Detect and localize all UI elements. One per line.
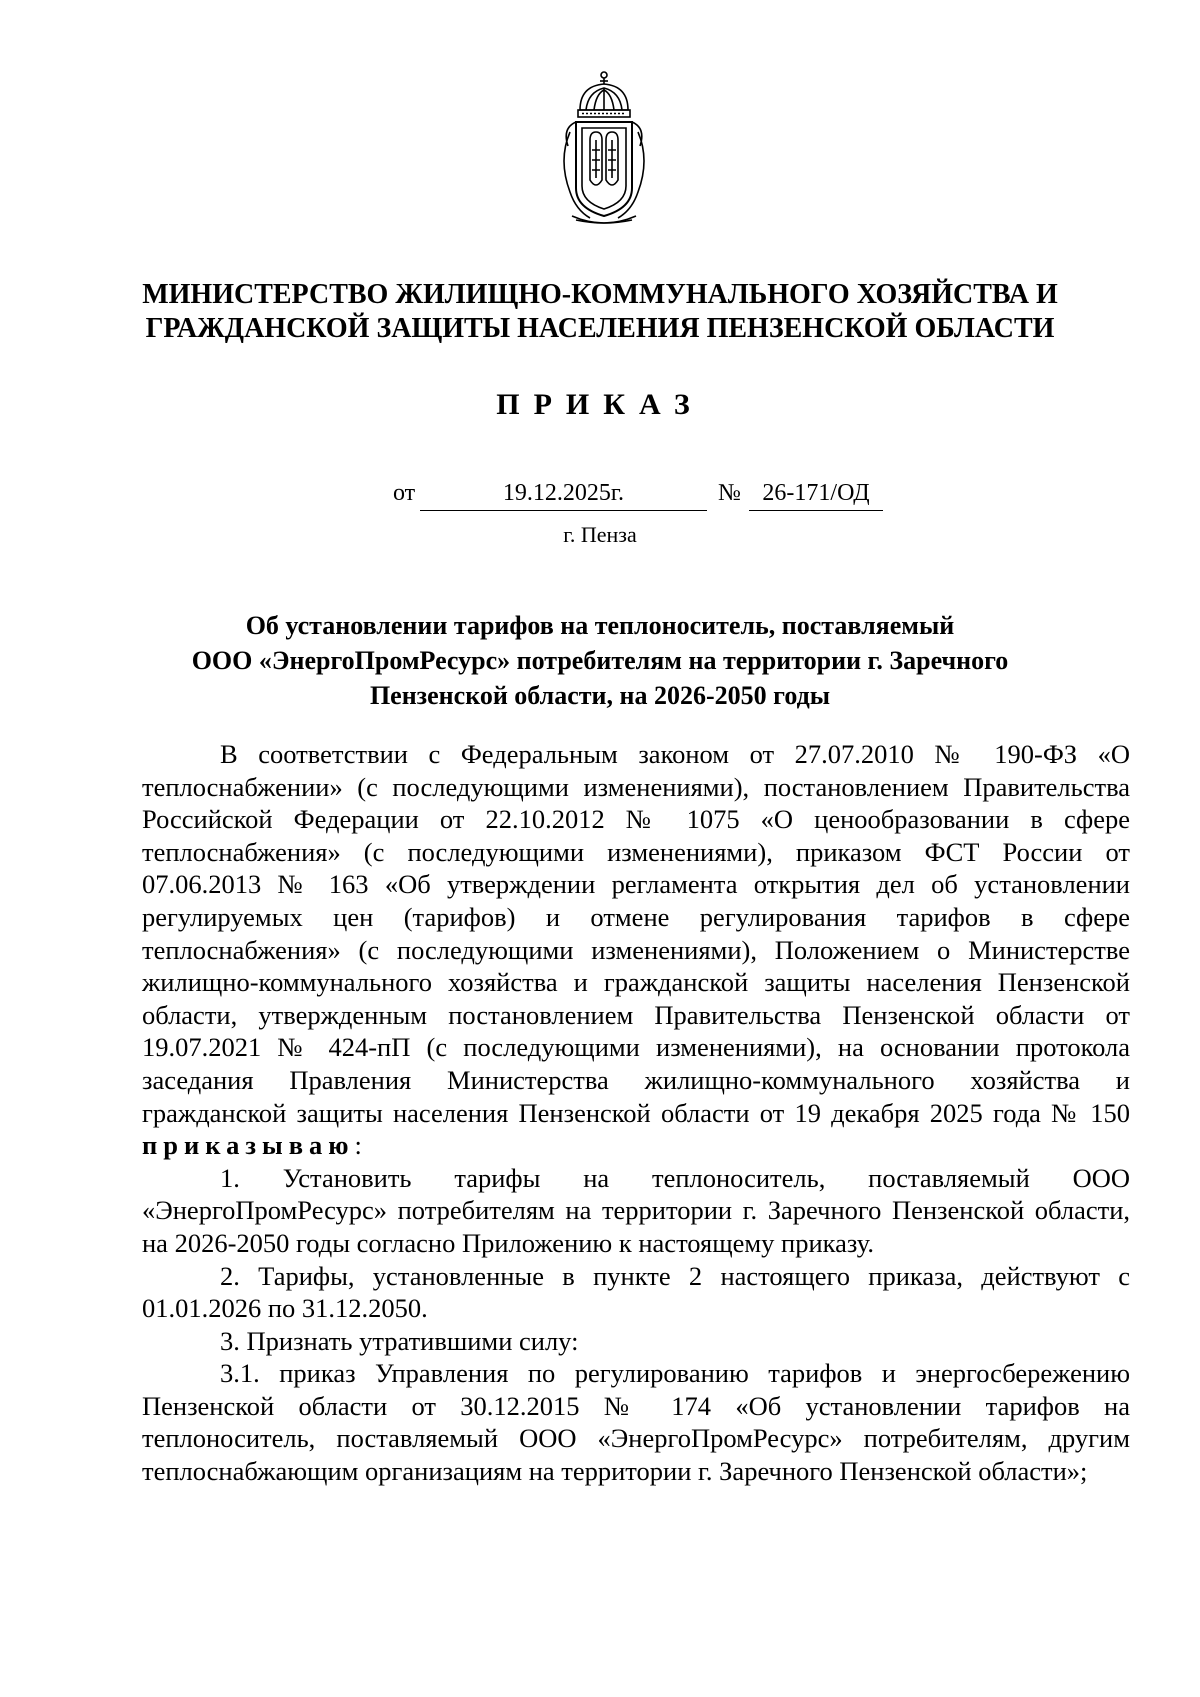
ministry-name-line-1: МИНИСТЕРСТВО ЖИЛИЩНО-КОММУНАЛЬНОГО ХОЗЯЙСТВА И — [142, 279, 1058, 310]
coat-of-arms-icon — [556, 70, 652, 226]
subject-line-3: Пензенской области, на 2026-2050 годы — [369, 681, 831, 710]
subject-line-2: ООО «ЭнергоПромРесурс» потребителям на территории г. Заречного — [191, 646, 1009, 675]
city: г. Пенза — [563, 522, 637, 547]
item-3-1: 3.1. приказ Управления по регулированию тарифов и энергосбережению Пензенской области от 30.12.2015 № 174 «Об установлении тарифов на теплоноситель, поставляемый ООО «ЭнергоПромРесурс» потребителям, другим теплоснабжающим организациям на территории г. Заречного Пензенской области»; — [142, 1358, 1130, 1487]
subject-line-1: Об установлении тарифов на теплоноситель, поставляемый — [245, 611, 955, 640]
order-body — [142, 738, 1130, 1488]
item-1: 1. Установить тарифы на теплоноситель, поставляемый ООО «ЭнергоПромРесурс» потребителям на территории г. Заречного Пензенской области, на 2026-2050 годы согласно Приложению к настоящему приказу. — [142, 1162, 1130, 1258]
from-label: от — [393, 480, 416, 506]
item-2: 2. Тарифы, установленные в пункте 2 настоящего приказа, действуют с 01.01.2026 по 31.12.2050. — [142, 1260, 1130, 1324]
order-subject — [140, 608, 1060, 713]
number-label: № — [718, 480, 741, 506]
preamble-paragraph — [142, 738, 1130, 1162]
preamble-text: В соответствии с Федеральным законом от 27.07.2010 № 190-ФЗ «О теплоснабжении» (с последующими изменениями), постановлением Правительства Российской Федерации от 22.10.2012 № 1075 «О ценообразовании в сфере теплоснабжения» (с последующими изменениями), приказом ФСТ России от 07.06.2013 № 163 «Об утверждении регламента открытия дел об установлении регулируемых цен (тарифов) и отмене регулирования тарифов в сфере теплоснабжения» (с последующими изменениями), Положением о Министерстве жилищно-коммунального хозяйства и гражданской защиты населения Пензенской области, утвержденным постановлением Правительства Пензенской области от 19.07.2021 № 424-пП (с последующими изменениями), на основании протокола заседания Правления Министерства жилищно-коммунального хозяйства и гражданской защиты населения Пензенской области от 19 декабря 2025 года № 150 — [142, 739, 1130, 1128]
order-date: 19.12.2025г. — [420, 480, 707, 511]
item-3: 3. Признать утратившими силу: — [220, 1325, 579, 1356]
order-details — [0, 478, 1200, 512]
order-colon: : — [354, 1130, 362, 1161]
ministry-name-line-2: ГРАЖДАНСКОЙ ЗАЩИТЫ НАСЕЛЕНИЯ ПЕНЗЕНСКОЙ ОБЛАСТИ — [145, 313, 1055, 344]
ministry-name — [100, 278, 1100, 346]
document-type-title: ПРИКАЗ — [496, 388, 704, 421]
order-number: 26-171/ОД — [749, 480, 883, 511]
order-word: приказываю — [142, 1130, 355, 1161]
